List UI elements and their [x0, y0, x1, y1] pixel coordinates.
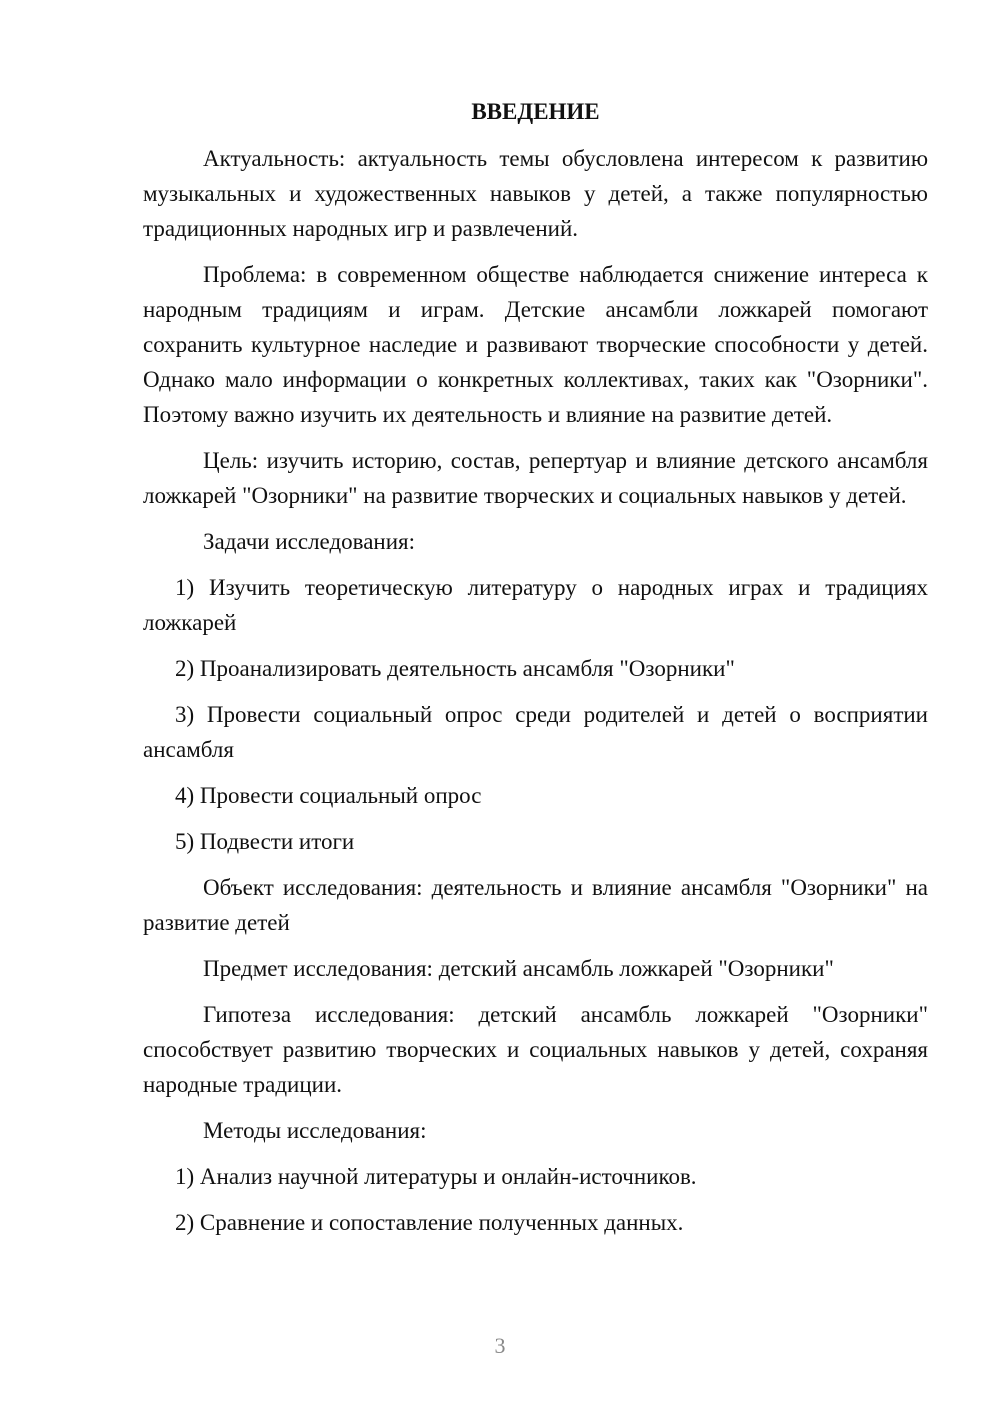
method-item: 1) Анализ научной литературы и онлайн-источников. [175, 1164, 697, 1189]
subject-paragraph: Предмет исследования: детский ансамбль ложкарей "Озорники" [203, 956, 834, 981]
page-content [143, 94, 928, 1251]
task-item: 4) Провести социальный опрос [175, 783, 482, 808]
tasks-title: Задачи исследования: [203, 529, 416, 554]
page-number: 3 [494, 1333, 506, 1358]
problem-paragraph: Проблема: в современном обществе наблюдается снижение интереса к народным традициям и играм. Детские ансамбли ложкарей помогают сохранить культурное наследие и развивают творческие способности у детей. Однако мало информации о конкретных коллективах, таких как "Озорники". Поэтому важно изучить их деятельность и влияние на развитие детей. [143, 262, 928, 427]
methods-title: Методы исследования: [203, 1118, 427, 1143]
goal-paragraph: Цель: изучить историю, состав, репертуар и влияние детского ансамбля ложкарей "Озорники" на развитие творческих и социальных навыков у детей. [143, 448, 928, 508]
task-item: 2) Проанализировать деятельность ансамбля "Озорники" [175, 656, 735, 681]
task-item: 5) Подвести итоги [175, 829, 355, 854]
task-item: 1) Изучить теоретическую литературу о народных играх и традициях ложкарей [143, 575, 928, 635]
section-heading: ВВЕДЕНИЕ [471, 99, 600, 124]
task-item: 3) Провести социальный опрос среди родителей и детей о восприятии ансамбля [143, 702, 928, 762]
method-item: 2) Сравнение и сопоставление полученных данных. [175, 1210, 684, 1235]
object-paragraph: Объект исследования: деятельность и влияние ансамбля "Озорники" на развитие детей [143, 875, 928, 935]
hypothesis-paragraph: Гипотеза исследования: детский ансамбль ложкарей "Озорники" способствует развитию творческих и социальных навыков у детей, сохраняя народные традиции. [143, 1002, 928, 1097]
relevance-paragraph: Актуальность: актуальность темы обусловлена интересом к развитию музыкальных и художественных навыков у детей, а также популярностью традиционных народных игр и развлечений. [143, 146, 928, 241]
